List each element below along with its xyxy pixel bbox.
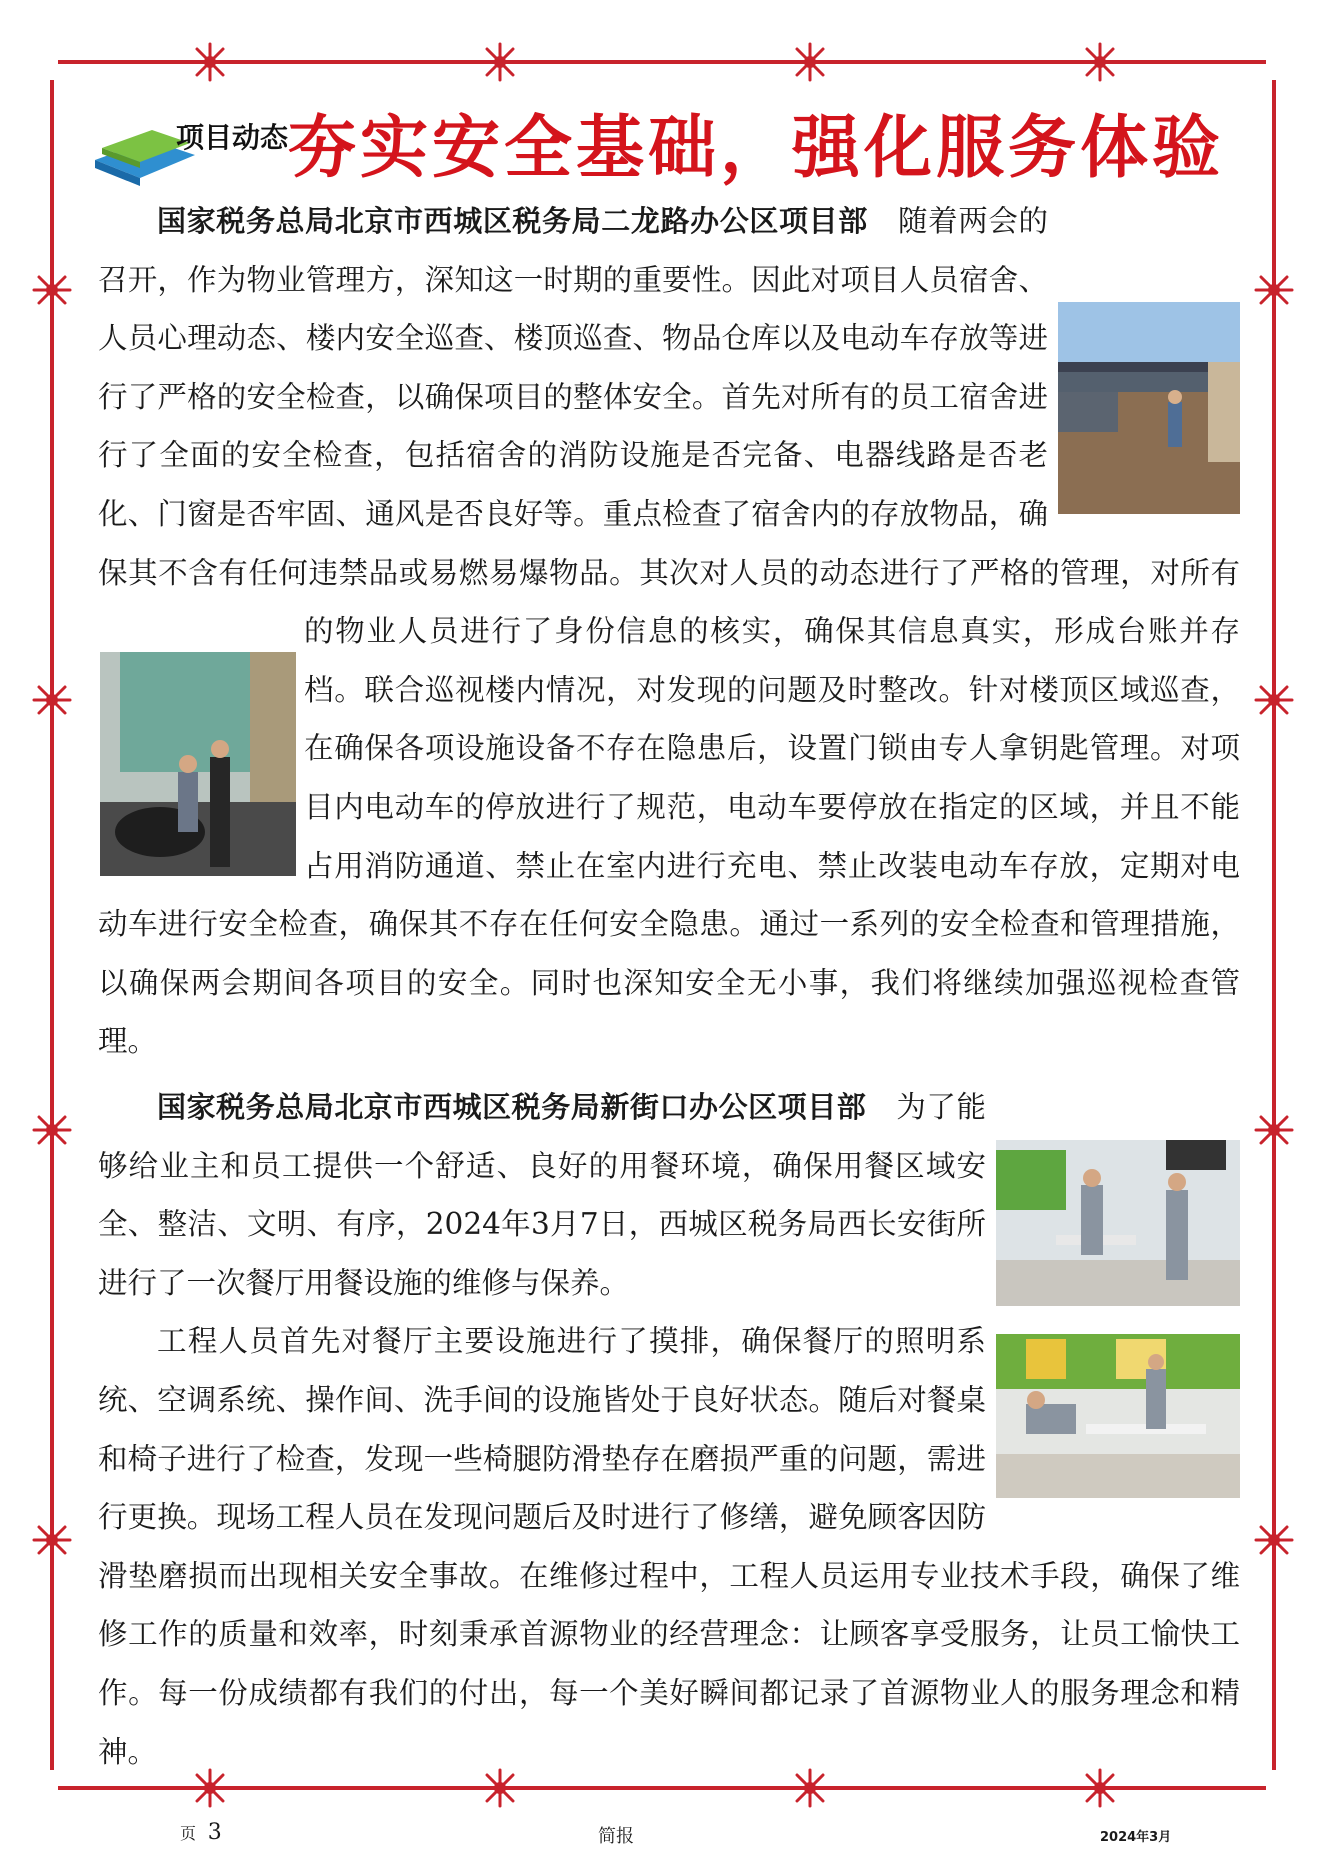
publication-name: 简报 <box>598 1826 634 1847</box>
article-lead: 国家税务总局北京市西城区税务局新街口办公区项目部 <box>157 1090 867 1124</box>
canteen-maintenance-photo-2 <box>996 1334 1240 1498</box>
article-body: 为了能够给业主和员工提供一个舒适、良好的用餐环境，确保用餐区域安全、整洁、文明、有序，2024年3月7日，西城区税务局西长安街所进行了一次餐厅用餐设施的维修与保养。 <box>98 1090 986 1300</box>
frame-left-border <box>50 80 54 1770</box>
rooftop-inspection-photo <box>1058 302 1240 514</box>
article-body: 随着两会的召开，作为物业管理方，深知这一时期的重要性。因此对项目人员宿舍、人员心理动态、楼内安全巡查、楼顶巡查、物品仓库以及电动车存放等进行了严格的安全检查，以确保项目的整体安全。首先对所有的员工宿舍进行了全面的安全检查，包括宿舍的消防设施是否完备、电器线路是否老化、门窗是否牢固、通风是否良好等。重点检查了宿舍内的存放物品，确保其不含有任何违禁品或易燃易爆物品。其次对人员的动态进行了严格的管理，对所有的物业人员进行了身份信息的核实，确保其信息真实，形成台账并存档。联合巡视楼内情况，对发现的问题及时整改。针对楼顶区域巡查，在确保各项设施设备不存在隐患后，设置门锁由专人拿钥匙管理。对项目内电动车的停放进行了规范，电动车要停放在指定的区域，并且不能占用消防通道、禁止在室内进行充电、禁止改装电动车存放，定期对电动车进行安全检查，确保其不存在任何安全隐患。通过一系列的安全检查和管理措施，以确保两会期间各项目的安全。同时也深知安全无小事，我们将继续加强巡视检查管理。 <box>98 204 1240 1059</box>
snowflake-icon <box>1078 40 1122 84</box>
page-headline: 夯实安全基础，强化服务体验 <box>288 109 1225 188</box>
article-erlonglu <box>98 192 1240 1071</box>
page-number: 3 <box>207 1820 222 1845</box>
article-xinjiekou <box>98 1078 1240 1781</box>
snowflake-icon <box>1252 1108 1296 1152</box>
snowflake-icon <box>1252 268 1296 312</box>
snowflake-icon <box>30 678 74 722</box>
article-lead: 国家税务总局北京市西城区税务局二龙路办公区项目部 <box>157 204 868 238</box>
snowflake-icon <box>30 268 74 312</box>
snowflake-icon <box>30 1108 74 1152</box>
article-body: 工程人员首先对餐厅主要设施进行了摸排，确保餐厅的照明系统、空调系统、操作间、洗手间的设施皆处于良好状态。随后对餐桌和椅子进行了检查，发现一些椅腿防滑垫存在磨损严重的问题，需进行更换。现场工程人员在发现问题后及时进行了修缮，避免顾客因防滑垫磨损而出现相关安全事故。在维修过程中，工程人员运用专业技术手段，确保了维修工作的质量和效率，时刻秉承首源物业的经营理念：让顾客享受服务，让员工愉快工作。每一份成绩都有我们的付出，每一个美好瞬间都记录了首源物业人的服务理念和精神。 <box>98 1324 1240 1769</box>
page-prefix: 页 <box>180 1824 197 1843</box>
issue-date: 2024年3月 <box>1100 1830 1172 1845</box>
page-header <box>90 90 1240 200</box>
section-label: 项目动态 <box>176 121 289 154</box>
footer <box>180 1820 1180 1845</box>
canteen-maintenance-photo-1 <box>996 1140 1240 1306</box>
snowflake-icon <box>30 1518 74 1562</box>
snowflake-icon <box>788 40 832 84</box>
snowflake-icon <box>1252 678 1296 722</box>
snowflake-icon <box>188 40 232 84</box>
snowflake-icon <box>478 40 522 84</box>
frame-right-border <box>1272 80 1276 1770</box>
ebike-parking-photo <box>100 652 296 876</box>
snowflake-icon <box>1252 1518 1296 1562</box>
